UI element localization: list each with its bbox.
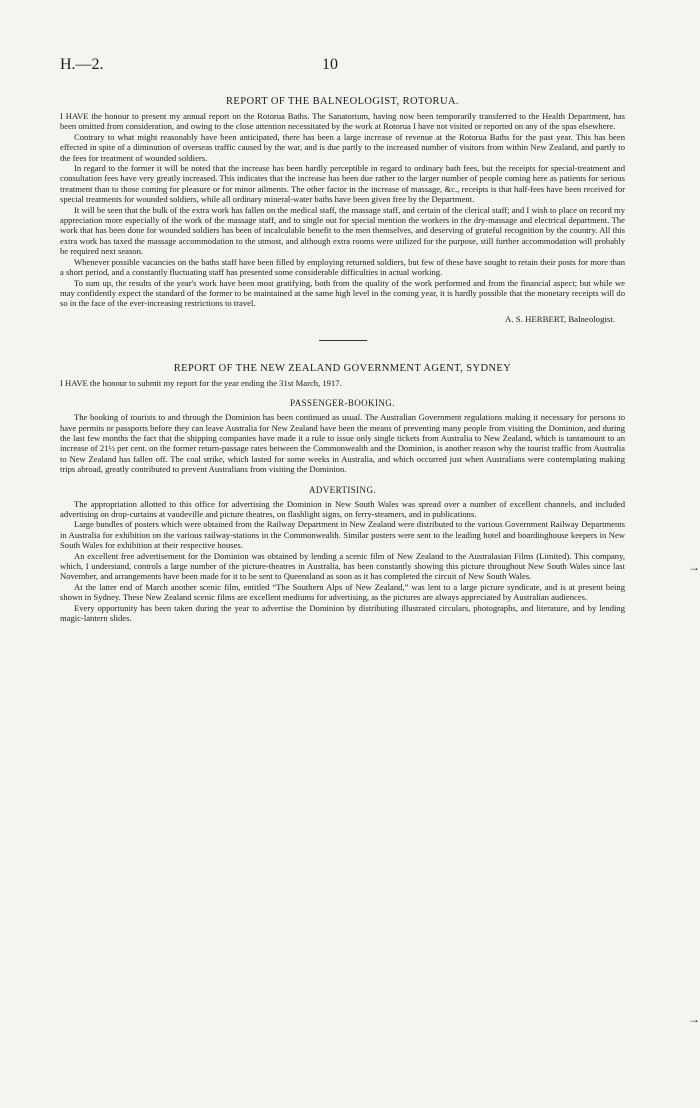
body-paragraph: At the latter end of March another scenic film, entitled “The Southern Alps of New Zealand,” was lent to a large picture syndicate, and is at present being shown in Sydney. These New Zealand scenic films are excellent mediums for advertising, as the pictures are always appreciated by Australian audiences. [60,581,625,603]
body-paragraph: I HAVE the honour to present my annual report on the Rotorua Baths. The Sanatorium, having now been temporarily transferred to the Health Department, has been omitted from consideration, and owing to the close attention necessitated by the work at Rotorua I have not visited or reported on any of the spas elsewhere. [60,111,625,132]
balneologist-report-title: REPORT OF THE BALNEOLOGIST, ROTORUA. [226,96,459,107]
body-paragraph: It will be seen that the bulk of the extra work has fallen on the medical staff, the massage staff, and certain of the clerical staff; and I wish to place on record my appreciation more especially of the work of the massage staff, and to single out for special mention the workers in the dry-massage and electrical department. The work that has been done for wounded soldiers has been of incalculable benefit to the men themselves, and deserving of grateful recognition by the country. All this extra work has taxed the massage accommodation to the utmost, and although extra rooms were utilized for the purpose, still further accommodation will probably be required next season. [60,204,625,257]
body-paragraph: Whenever possible vacancies on the baths staff have been filled by employing returned soldiers, but few of these have sought to retain their posts for more than a short period, and a constantly fluctuating staff has presented some considerable difficulties in actual working. [60,256,625,278]
government-agent-report-title: REPORT OF THE NEW ZEALAND GOVERNMENT AGENT, SYDNEY [173,362,512,374]
body-paragraph: Large bundles of posters which were obtained from the Railway Department in New Zealand were distributed to the various Government Railway Departments in Australia for exhibition on the various railway-stations in the Commonwealth. Similar posters were sent to the leading hotel and boardinghouse keepers in New South Wales for exhibition at their respective houses. [60,519,625,551]
page-header [60,56,625,82]
body-paragraph: The appropriation allotted to this office for advertising the Dominion in New South Wales was spread over a number of excellent channels, and included advertising on drop-curtains at vaudeville and picture theatres, on flashlight signs, on ferry-steamers, and in publications. [60,498,625,519]
body-paragraph: To sum up, the results of the year's work have been most gratifying, both from the quality of the work performed and from the financial aspect; but while we may confidently expect the standard of the former to be maintained at the same high level in the coming year, it is hardly possible that the monetary receipts will do so in the face of the ever-increasing restrictions to travel. [60,277,625,309]
document-reference: H.—2. [60,56,104,73]
body-paragraph: An excellent free advertisement for the Dominion was obtained by lending a scenic film of New Zealand to the Australasian Films (Limited). This company, which, I understand, controls a large number of the picture-theatres in Australia, has been constantly showing this picture throughout New South Wales since last November, and arrangements have been made for it to be sent to Queensland as soon as it has completed the circuit of New South Wales. [60,550,625,582]
section-heading-passenger-booking: PASSENGER-BOOKING. [290,398,395,409]
document-page [60,56,625,623]
body-paragraph: Every opportunity has been taken during the year to advertise the Dominion by distributing illustrated circulars, photographs, and literature, and by lending magic-lantern slides. [60,602,625,624]
body-paragraph: The booking of tourists to and through the Dominion has been continued as usual. The Australian Government regulations making it necessary for persons to have permits or passports before they can leave Australia for New Zealand have been the means of preventing many people from visiting the Dominion, and during the last few months the fact that the shipping companies have made it a rule to issue only single tickets from Australia to New Zealand, which is tantamount to an increase of 21½ per cent. on the former return-passage rates between the Commonwealth and the Dominion, is another reason why the tourist traffic from Australia to New Zealand has fallen off. The coal strike, which lasted for some weeks in Australia, and which occurred just when Australians were contemplating making trips abroad, greatly contributed to prevent Australians from visiting the Dominion. [60,412,625,475]
signature: A. S. HERBERT, Balneologist. [504,313,615,324]
body-paragraph: Contrary to what might reasonably have been anticipated, there has been a large increase of revenue at the Rotorua Baths for the past year. This has been effected in spite of a diminution of overseas traffic caused by the war, and is due partly to the increased number of visitors from within New Zealand, and partly to the fees for treatment of wounded soldiers. [60,131,625,163]
section-heading-advertising: ADVERTISING. [308,484,376,495]
intro-paragraph: I HAVE the honour to submit my report for the year ending the 31st March, 1917. [60,377,342,388]
margin-mark: → [688,1012,700,1026]
body-paragraph: In regard to the former it will be noted that the increase has been hardly perceptible in regard to ordinary bath fees, but the receipts for special-treatment and consultation fees have very greatly increased. This indicates that the increase has been due rather to the larger number of people coming here as patients for serious treatment than to those coming for pleasure or for minor ailments. The other factor in the increase of massage, &c., receipts is that half-fees have been received for special treatments for wounded soldiers, while all ordinary mineral-water baths have been given free by the Department. [60,163,625,205]
section-divider [319,340,367,341]
margin-mark: → [688,560,700,574]
page-number: 10 [322,56,338,73]
